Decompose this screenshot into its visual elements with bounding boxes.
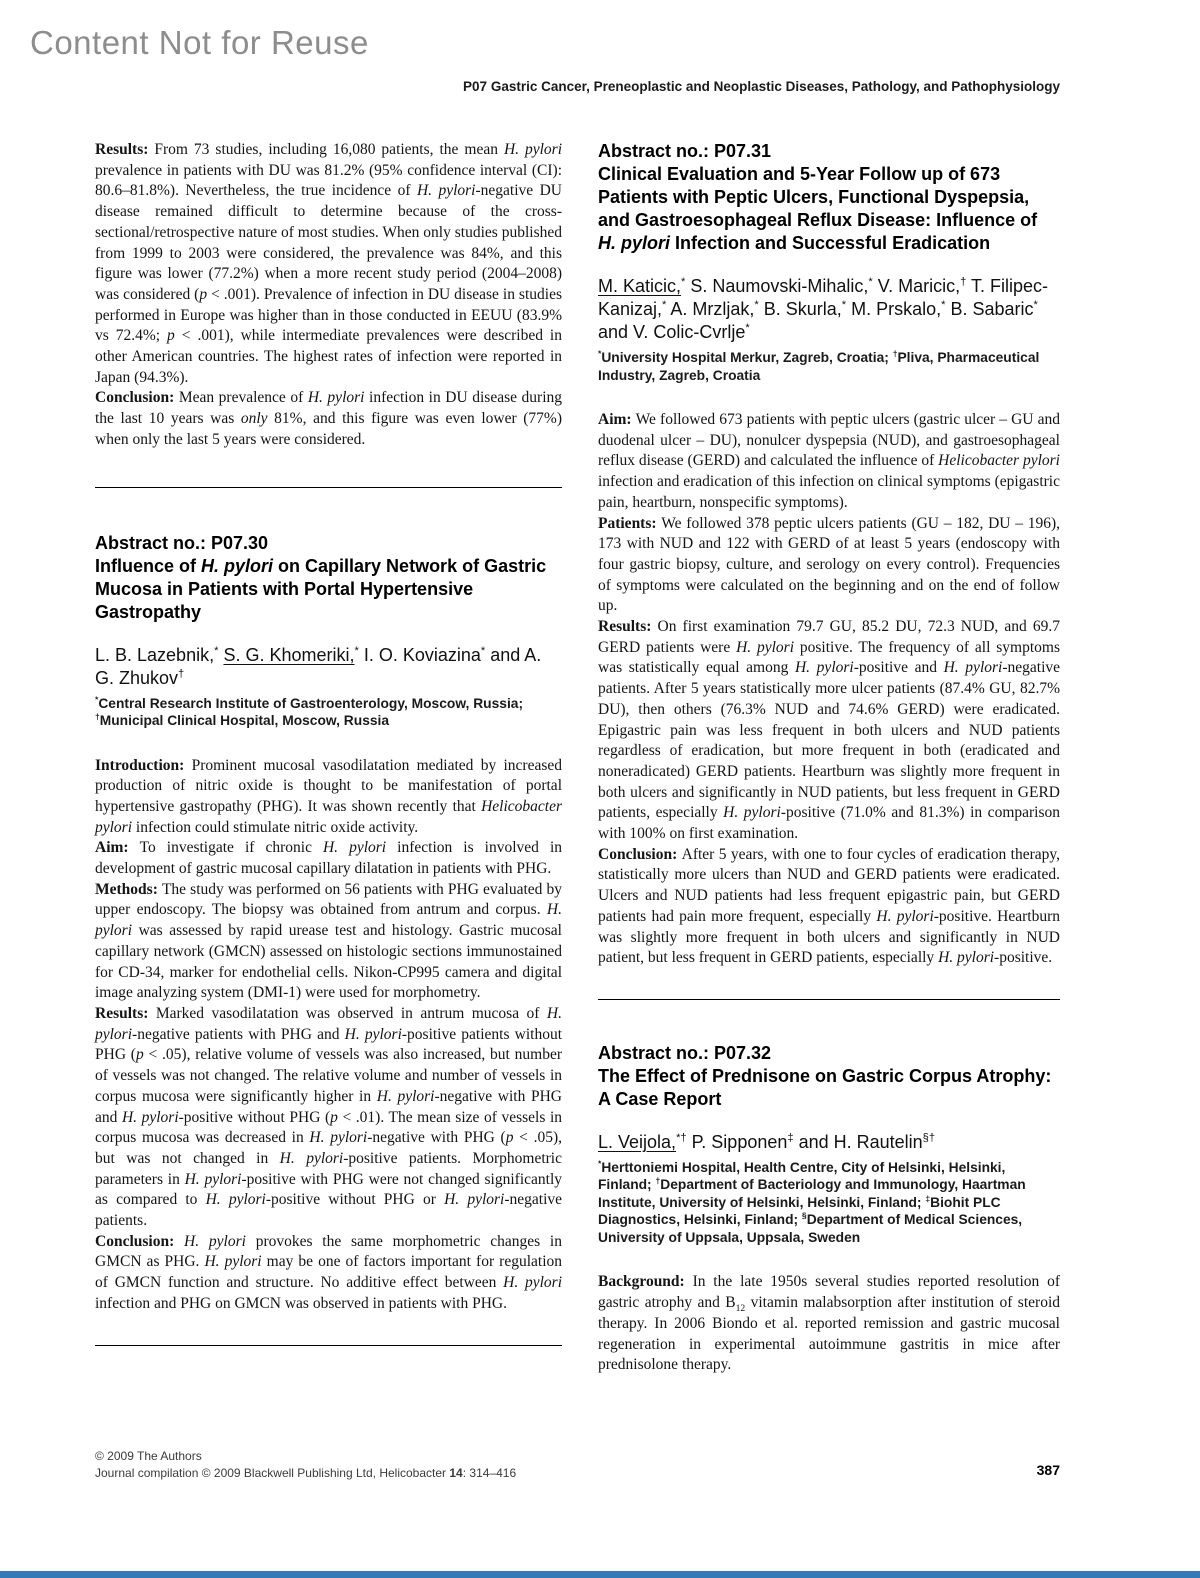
abstract-paragraph: Methods: The study was performed on 56 patients with PHG evaluated by upper endoscopy. The biopsy was obtained from antrum and corpus. H. pylori was assessed by rapid urease test and histology. Gastric mucosal capillary network (GMCN) assessed on histologic sections immunostained for CD-34, marker for endothelial cells. Nikon-CP995 camera and digital image analyzing system (DMI-1) were used for morphometry. (95, 880, 563, 1002)
abstract-body (95, 756, 562, 1315)
abstract-number: Abstract no.: P07.32 (598, 1042, 772, 1063)
abstract-heading (95, 532, 562, 624)
abstract-number: Abstract no.: P07.31 (598, 141, 772, 161)
page-number: 387 (1036, 1462, 1060, 1478)
abstract-paragraph: Results: On first examination 79.7 GU, 85.2 DU, 72.3 NUD, and 69.7 GERD patients were H. pylori positive. The frequency of all symptoms was statistically equal among H. pylori-positive and H. pylori-negative patients. After 5 years statistically more ulcer patients (87.4% GU, 82.7% DU), then others (76.3% NUD and 74.6% GERD) were eradicated. Epigastric pain was less frequent in both ulcers and NUD patients regardless of eradication, but more frequent in both (eradicated and noneradicated) GERD patients. Heartburn was slightly more frequent in both ulcers and significantly in NUD patients, but less frequent in GERD patients, especially H. pylori-positive (71.0% and 81.3%) in comparison with 100% on first examination. (598, 618, 1061, 843)
abstract-paragraph: Conclusion: After 5 years, with one to four cycles of eradication therapy, statistically more ulcers than NUD and GERD patients were eradicated. Ulcers and NUD patients had less frequent epigastric pain, but GERD patients had pain more frequent, especially H. pylori-positive. Heartburn was slightly more frequent in both ulcers and significantly in NUD patient, but less frequent in GERD patients, especially H. pylori-positive. (598, 845, 1061, 967)
abstract-title: Clinical Evaluation and 5-Year Follow up of 673 Patients with Peptic Ulcers, Functional Dyspepsia, and Gastroesophageal Reflux Disease: Influence of H. pylori Infection and Successful Eradication (598, 164, 1038, 253)
abstract-paragraph: Background: In the late 1950s several studies reported resolution of gastric atrophy and $B_{12}$ vitamin malabsorption after institution of steroid therapy. In 2006 Biondo et al. reported remission and gastric mucosal regeneration in experimental autoimmune gastritis in mice after prednisolone therapy. (598, 1273, 1060, 1374)
left-column (95, 140, 562, 1376)
right-column (598, 140, 1060, 1376)
abstract-title: The Effect of Prednisone on Gastric Corpus Atrophy: A Case Report (598, 1065, 1052, 1109)
abstract-paragraph: Aim: To investigate if chronic H. pylori infection is involved in development of gastric mucosal capillary dilatation in patients with PHG. (95, 839, 562, 878)
copyright-line-2: Journal compilation © 2009 Blackwell Publishing Ltd, Helicobacter 14: 314–416 (95, 1466, 517, 1480)
abstract-p07-32 (598, 1042, 1060, 1376)
abstract-paragraph: Results: From 73 studies, including 16,080 patients, the mean H. pylori prevalence in patients with DU was 81.2% (95% confidence interval (CI): 80.6–81.8%). Nevertheless, the true incidence of H. pylori-negative DU disease remained difficult to determine because of the cross-sectional/retrospective nature of most studies. When only studies published from 1999 to 2003 were considered, the prevalence was 84%, and this figure was lower (77.2%) when a more recent study period (2004–2008) was considered (p < .001). Prevalence of infection in DU disease in studies performed in Europe was higher than in those conducted in EEUU (83.9% vs 72.4%; p < .001), while intermediate prevalences were described in other American countries. The highest rates of infection were reported in Japan (94.3%). (95, 141, 563, 386)
abstract-paragraph: Introduction: Prominent mucosal vasodilatation mediated by increased production of nitric oxide is thought to be manifestation of portal hypertensive gastropathy (PHG). It was shown recently that Helicobacter pylori infection could stimulate nitric oxide activity. (95, 756, 562, 836)
abstract-p07-30 (95, 532, 562, 1315)
abstract-number: Abstract no.: P07.30 (95, 532, 269, 553)
abstract-heading (598, 1042, 1060, 1111)
abstract-paragraph: Aim: We followed 673 patients with peptic ulcers (gastric ulcer – GU and duodenal ulcer – DU), nonulcer dyspepsia (NUD), and gastroesophageal reflux disease (GERD) and calculated the influence of Helicobacter pylori infection and eradication of this infection on clinical symptoms (epigastric pain, heartburn, nonspecific symptoms). (598, 411, 1060, 511)
abstract-p07-31 (598, 140, 1060, 969)
section-divider (598, 999, 1060, 1000)
author-list: M. Katicic,* S. Naumovski-Mihalic,* V. Maricic,† T. Filipec-Kanizaj,* A. Mrzljak,* B. Skurla,* M. Prskalo,* B. Sabaric* and V. Colic-Cvrlje* (598, 276, 1049, 342)
affiliations: *Herttoniemi Hospital, Health Centre, City of Helsinki, Helsinki, Finland; †Department of Bacteriology and Immunology, Haartman Institute, University of Helsinki, Helsinki, Finland; ‡Biohit PLC Diagnostics, Helsinki, Finland; §Department of Medical Sciences, University of Uppsala, Uppsala, Sweden (598, 1158, 1026, 1245)
watermark-text: Content Not for Reuse (30, 24, 369, 61)
section-divider (95, 487, 562, 488)
abstract-body (598, 410, 1060, 969)
abstract-paragraph: Results: Marked vasodilatation was observed in antrum mucosa of H. pylori-negative patients with PHG and H. pylori-positive patients without PHG (p < .05), relative volume of vessels was also increased, but number of vessels was not changed. The relative volume and number of vessels in corpus mucosa were significantly higher in H. pylori-negative with PHG and H. pylori-positive without PHG (p < .01). The mean size of vessels in corpus mucosa was decreased in H. pylori-negative with PHG (p < .05), but was not changed in H. pylori-positive patients. Morphometric parameters in H. pylori-positive with PHG were not changed significantly as compared to H. pylori-positive without PHG or H. pylori-negative patients. (95, 1004, 563, 1230)
two-column-layout (95, 140, 1060, 1376)
abstract-title: Influence of H. pylori on Capillary Network of Gastric Mucosa in Patients with Portal Hypertensive Gastropathy (95, 555, 547, 622)
affiliations: *Central Research Institute of Gastroenterology, Moscow, Russia; †Municipal Clinical Hospital, Moscow, Russia (95, 693, 524, 729)
copyright-line-1: © 2009 The Authors (95, 1449, 202, 1463)
abstract-continued-body (95, 140, 562, 451)
abstract-paragraph: Conclusion: Mean prevalence of H. pylori infection in DU disease during the last 10 years was only 81%, and this figure was even lower (77%) when only the last 5 years were considered. (95, 389, 563, 448)
section-divider (95, 1345, 562, 1346)
bottom-accent-bar (0, 1571, 1200, 1578)
abstract-body (598, 1272, 1060, 1376)
abstract-paragraph: Conclusion: H. pylori provokes the same morphometric changes in GMCN as PHG. H. pylori may be one of factors important for regulation of GMCN function and structure. No additive effect between H. pylori infection and PHG on GMCN was observed in patients with PHG. (95, 1232, 563, 1312)
abstract-paragraph: Patients: We followed 378 peptic ulcers patients (GU – 182, DU – 196), 173 with NUD and 122 with GERD of at least 5 years (endoscopy with four gastric biopsy, culture, and serology on every control). Frequencies of symptoms were calculated on the beginning and on the end of follow up. (598, 514, 1061, 615)
affiliations: *University Hospital Merkur, Zagreb, Croatia; †Pliva, Pharmaceutical Industry, Zagreb, Croatia (598, 348, 1040, 383)
running-header: P07 Gastric Cancer, Preneoplastic and Neoplastic Diseases, Pathology, and Pathophysiology (463, 79, 1060, 94)
abstract-heading (598, 140, 1060, 255)
author-list: L. Veijola,*† P. Sipponen‡ and H. Rautelin§† (598, 1131, 936, 1152)
author-list: L. B. Lazebnik,* S. G. Khomeriki,* I. O. Koviazina* and A. G. Zhukov† (95, 644, 542, 688)
page-footer (95, 1448, 1060, 1482)
